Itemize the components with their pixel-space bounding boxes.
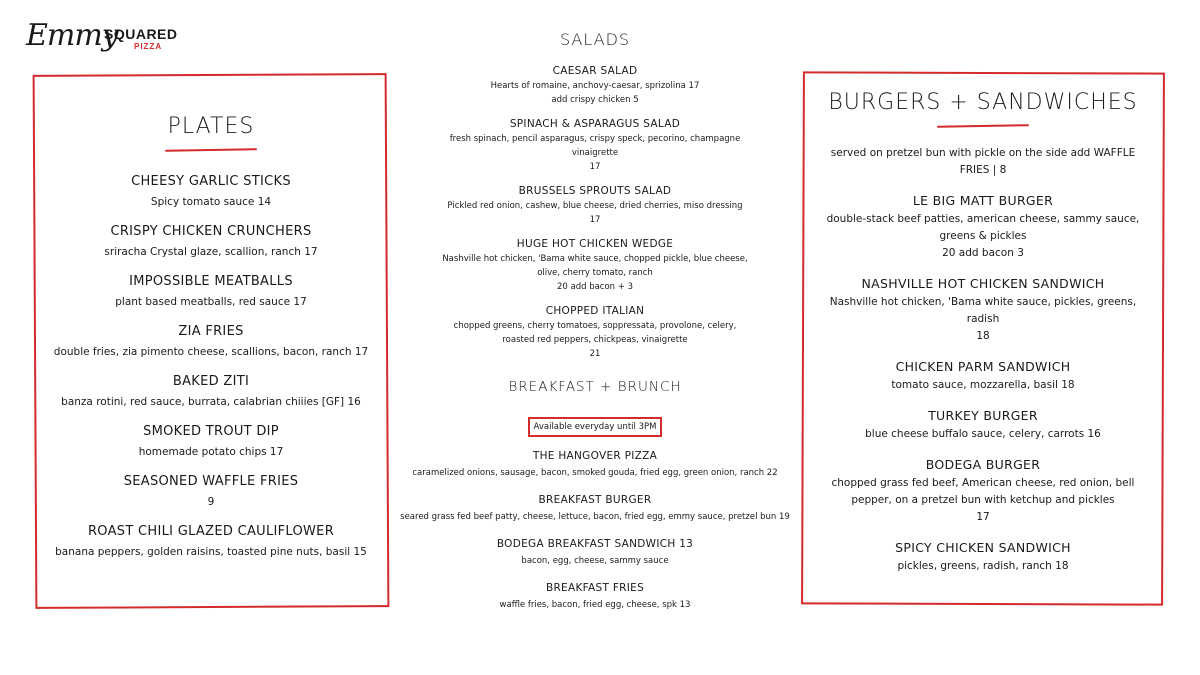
item-desc: 9	[207, 496, 215, 508]
item-name: ZIA FRIES	[178, 324, 244, 339]
item-name: LE BIG MATT BURGER	[912, 193, 1054, 208]
item-name: BAKED ZITI	[172, 374, 250, 389]
plates-title: PLATES	[167, 114, 255, 139]
brand-logo	[26, 12, 186, 62]
menu-item	[804, 192, 1162, 262]
item-desc: homemade potato chips 17	[138, 446, 284, 458]
item-desc: Nashville hot chicken, 'Bama white sauce, pickles, greens, radish	[829, 296, 1137, 325]
menu-item	[36, 422, 386, 462]
item-name: NASHVILLE HOT CHICKEN SANDWICH	[861, 276, 1105, 291]
item-desc: double-stack beef patties, american cheese, sammy sauce, greens & pickles	[826, 213, 1140, 242]
menu-item	[400, 183, 790, 227]
item-name: SMOKED TROUT DIP	[143, 424, 279, 439]
item-desc: Spicy tomato sauce 14	[150, 196, 272, 208]
burgers-divider	[937, 124, 1029, 128]
item-desc: sriracha Crystal glaze, scallion, ranch 17	[104, 246, 318, 258]
item-name: BREAKFAST FRIES	[545, 582, 645, 594]
menu-item	[36, 522, 386, 562]
item-desc: chopped grass fed beef, American cheese, red onion, bell pepper, on a pretzel bun with ketchup and pickles	[831, 477, 1135, 506]
item-desc: bacon, egg, cheese, sammy sauce	[521, 556, 669, 566]
item-name: CHICKEN PARM SANDWICH	[895, 359, 1071, 374]
menu-item	[36, 172, 386, 212]
item-name: THE HANGOVER PIZZA	[532, 450, 658, 462]
item-price: 17	[976, 511, 990, 523]
item-desc: tomato sauce, mozzarella, basil 18	[891, 379, 1075, 391]
item-name: CRISPY CHICKEN CRUNCHERS	[110, 224, 312, 239]
item-desc: banana peppers, golden raisins, toasted pine nuts, basil 15	[55, 546, 367, 558]
item-name: BODEGA BREAKFAST SANDWICH 13	[496, 538, 694, 550]
menu-item	[400, 447, 790, 481]
menu-item	[400, 491, 790, 525]
menu-item	[400, 303, 790, 361]
item-name: HUGE HOT CHICKEN WEDGE	[516, 238, 674, 250]
item-price: 20 add bacon 3	[942, 247, 1024, 259]
item-price: 17	[589, 162, 601, 172]
item-price: 17	[589, 215, 601, 225]
item-desc: fresh spinach, pencil asparagus, crispy speck, pecorino, champagne vinaigrette	[449, 134, 741, 158]
item-name: CAESAR SALAD	[552, 65, 638, 77]
menu-item	[36, 272, 386, 312]
burgers-section	[804, 74, 1162, 575]
item-desc: Hearts of romaine, anchovy-caesar, sprizolina 17	[490, 81, 700, 91]
salads-list	[400, 63, 790, 361]
burgers-title: BURGERS + SANDWICHES	[828, 90, 1138, 115]
item-name: ROAST CHILI GLAZED CAULIFLOWER	[87, 524, 335, 539]
item-name: SEASONED WAFFLE FRIES	[123, 474, 299, 489]
plates-list	[36, 172, 386, 562]
salads-title: SALADS	[559, 30, 631, 49]
item-desc: blue cheese buffalo sauce, celery, carrots 16	[865, 428, 1101, 440]
item-name: SPINACH & ASPARAGUS SALAD	[509, 118, 681, 130]
item-name: BODEGA BURGER	[925, 457, 1041, 472]
item-desc: seared grass fed beef patty, cheese, lettuce, bacon, fried egg, emmy sauce, pretzel bun 19	[400, 512, 790, 522]
menu-item	[804, 358, 1162, 394]
menu-item	[400, 116, 790, 174]
menu-item	[36, 372, 386, 412]
availability-badge: Available everyday until 3PM	[528, 417, 663, 437]
menu-item	[400, 236, 790, 294]
item-name: CHEESY GARLIC STICKS	[131, 174, 291, 189]
menu-item	[36, 472, 386, 512]
item-name: IMPOSSIBLE MEATBALLS	[129, 274, 293, 289]
plates-section	[36, 76, 386, 562]
menu-item	[36, 322, 386, 362]
menu-item	[804, 539, 1162, 575]
menu-item	[400, 535, 790, 569]
item-name: BREAKFAST BURGER	[538, 494, 652, 506]
item-desc: Pickled red onion, cashew, blue cheese, dried cherries, miso dressing	[447, 201, 743, 211]
menu-item	[400, 63, 790, 107]
menu-item	[804, 407, 1162, 443]
item-desc: chopped greens, cherry tomatoes, soppressata, provolone, celery, roasted red peppers, chickpeas, vinaigrette	[453, 321, 737, 345]
menu-item	[804, 275, 1162, 345]
brunch-title: BREAKFAST + BRUNCH	[508, 379, 682, 395]
menu-item	[804, 456, 1162, 526]
item-desc: banza rotini, red sauce, burrata, calabrian chiiies [GF] 16	[61, 396, 361, 408]
item-price: 21	[589, 349, 601, 359]
brunch-list	[400, 447, 790, 613]
menu-item	[36, 222, 386, 262]
item-price: 18	[976, 330, 990, 342]
item-desc: Nashville hot chicken, 'Bama white sauce, chopped pickle, blue cheese, olive, cherry tomato, ranch	[442, 254, 748, 278]
burgers-list	[804, 192, 1162, 575]
item-desc: double fries, zia pimento cheese, scallions, bacon, ranch 17	[53, 346, 369, 358]
plates-divider	[165, 148, 257, 152]
logo-sub: PIZZA	[134, 42, 163, 51]
item-name: SPICY CHICKEN SANDWICH	[895, 540, 1071, 555]
item-desc: pickles, greens, radish, ranch 18	[897, 560, 1069, 572]
item-desc: plant based meatballs, red sauce 17	[115, 296, 307, 308]
logo-word: SQUARED	[104, 26, 178, 42]
item-desc: waffle fries, bacon, fried egg, cheese, spk 13	[499, 600, 691, 610]
item-price: add crispy chicken 5	[551, 95, 639, 105]
item-name: TURKEY BURGER	[928, 408, 1038, 423]
logo-script: Emmy	[26, 18, 118, 53]
item-name: CHOPPED ITALIAN	[545, 305, 645, 317]
menu-item	[400, 579, 790, 613]
item-name: BRUSSELS SPROUTS SALAD	[518, 185, 672, 197]
item-desc: caramelized onions, sausage, bacon, smoked gouda, fried egg, green onion, ranch 22	[412, 468, 778, 478]
item-price: 20 add bacon + 3	[556, 282, 634, 292]
salads-section	[400, 30, 790, 613]
burgers-intro: served on pretzel bun with pickle on the side add WAFFLE FRIES | 8	[830, 147, 1136, 176]
